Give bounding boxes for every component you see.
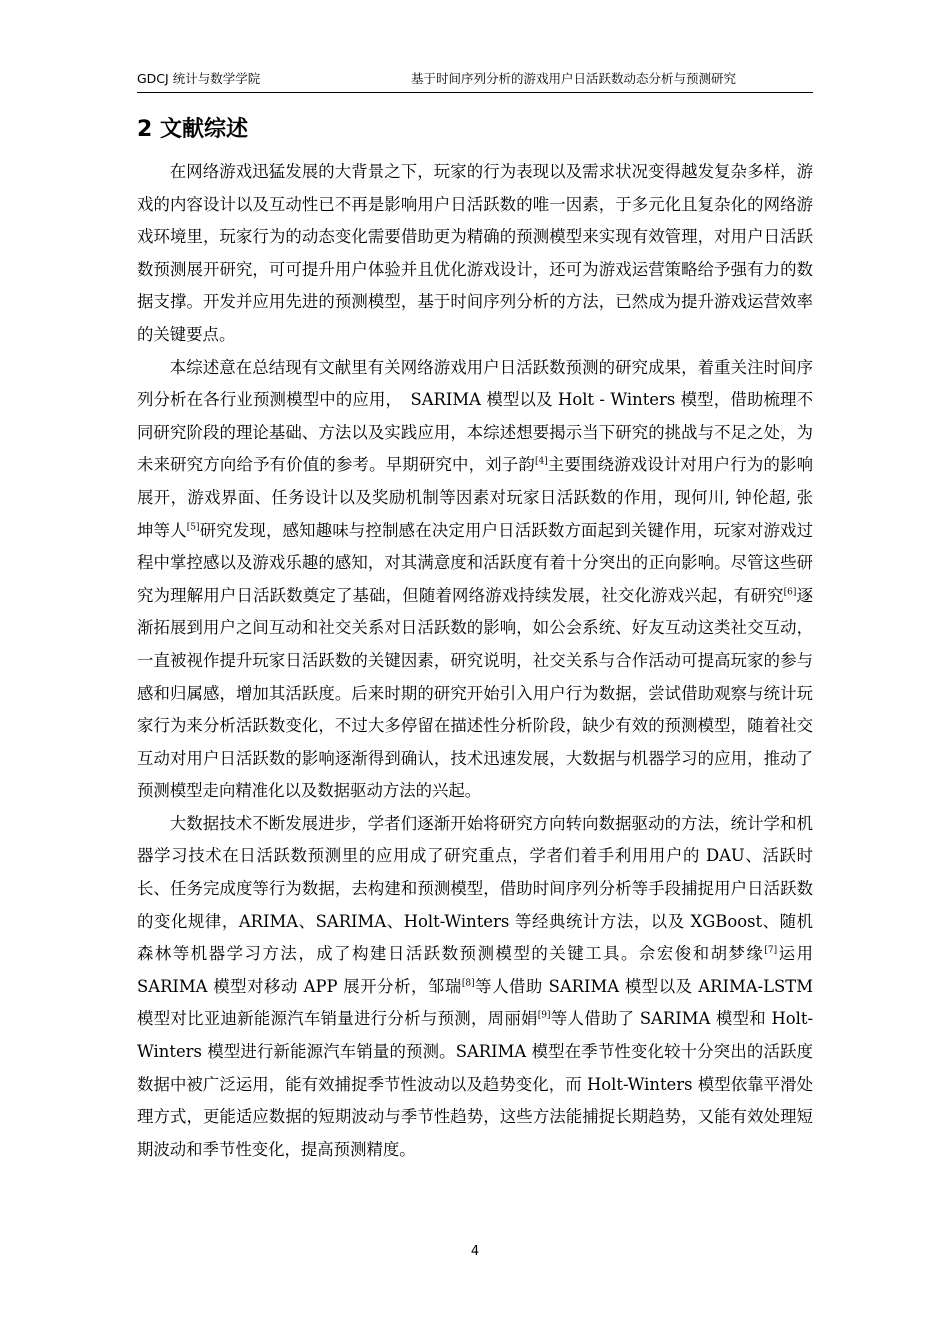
section-heading: 2 文献综述 bbox=[137, 117, 248, 142]
paragraph-2 bbox=[137, 352, 813, 808]
paragraph-1: 在网络游戏迅猛发展的大背景之下，玩家的行为表现以及需求状况变得越发复杂多样，游戏的内容设计以及互动性已不再是影响用户日活跃数的唯一因素，于多元化且复杂化的网络游戏环境里，玩家行为的动态变化需要借助更为精确的预测模型来实现有效管理，对用户日活跃数预测展开研究，可可提升用户体验并且优化游戏设计，还可为游戏运营策略给予强有力的数据支撑。开发并应用先进的预测模型，基于时间序列分析的方法，已然成为提升游戏运营效率的关键要点。 bbox=[137, 162, 813, 344]
paragraph-3-text: 大数据技术不断发展进步，学者们逐渐开始将研究方向转向数据驱动的方法，统计学和机器学习技术在日活跃数预测里的应用成了研究重点，学者们着手利用用户的 DAU、活跃时长、任务完成度等行为数据，去构建和预测模型，借助时间序列分析等手段捕捉用户日活跃数的变化规律，ARIMA、SARIMA、Holt-Winters 等经典统计方法，以及 XGBoost、随机森林等机器学习方法，成了构建日活跃数预测模型的关键工具。佘宏俊和胡梦缘 bbox=[137, 813, 813, 964]
paragraph-3-text: 运用 SARIMA 模型对移动 APP 展开分析，邹瑞 bbox=[137, 944, 814, 996]
header-thesis-title: 基于时间序列分析的游戏用户日活跃数动态分析与预测研究 bbox=[411, 71, 737, 86]
paragraph-2-text: 逐渐拓展到用户之间互动和社交关系对日活跃数的影响，如公会系统、好友互动这类社交互动，一直被视作提升玩家日活跃数的关键因素，研究说明，社交关系与合作活动可提高玩家的参与感和归属感，增加其活跃度。后来时期的研究开始引入用户行为数据，尝试借助观察与统计玩家行为来分析活跃数变化，不过大多停留在描述性分析阶段，缺少有效的预测模型，随着社交互动对用户日活跃数的影响逐渐得到确认，技术迅速发展，大数据与机器学习的应用，推动了预测模型走向精准化以及数据驱动方法的兴起。 bbox=[137, 585, 814, 801]
page-header bbox=[137, 68, 813, 90]
header-school: GDCJ 统计与数学学院 bbox=[137, 71, 261, 86]
paragraph-3-text: 等人借助 SARIMA 模型以及 ARIMA-LSTM 模型对比亚迪新能源汽车销量进行分析与预测，周丽娟 bbox=[137, 976, 813, 1029]
citation-ref: [4] bbox=[534, 456, 548, 467]
citation-ref: [7] bbox=[764, 945, 778, 956]
citation-ref: [9] bbox=[537, 1010, 551, 1021]
paragraph-3-text: 等人借助了 SARIMA 模型和 Holt-Winters 模型进行新能源汽车销量的预测。SARIMA 模型在季节性变化较十分突出的活跃度数据中被广泛运用，能有效捕捉季节性波动以及趋势变化，而 Holt-Winters 模型依靠平滑处理方式，更能适应数据的短期波动与季节性趋势，这些方法能捕捉长期趋势，又能有效处理短期波动和季节性变化，提高预测精度。 bbox=[137, 1009, 813, 1159]
citation-ref: [8] bbox=[461, 978, 475, 989]
header-divider bbox=[137, 92, 813, 93]
citation-ref: [6] bbox=[783, 587, 797, 598]
citation-ref: [5] bbox=[186, 522, 200, 533]
page-number: 4 bbox=[470, 1244, 480, 1259]
body-text bbox=[137, 156, 813, 1166]
paragraph-2-text: 主要围绕游戏设计对用户行为的影响展开，游戏界面、任务设计以及奖励机制等因素对玩家日活跃数的作用，现何川, 钟伦超, 张坤等人 bbox=[137, 455, 814, 540]
paragraph-2-text: 研究发现，感知趣味与控制感在决定用户日活跃数方面起到关键作用，玩家对游戏过程中掌控感以及游戏乐趣的感知，对其满意度和活跃度有着十分突出的正向影响。尽管这些研究为理解用户日活跃数奠定了基础，但随着网络游戏持续发展，社交化游戏兴起，有研究 bbox=[137, 520, 814, 605]
paragraph-2-text: 本综述意在总结现有文献里有关网络游戏用户日活跃数预测的研究成果，着重关注时间序列分析在各行业预测模型中的应用， SARIMA 模型以及 Holt - Winters 模型，借助梳理不同研究阶段的理论基础、方法以及实践应用，本综述想要揭示当下研究的挑战与不足之处，为未来研究方向给予有价值的参考。早期研究中，刘子韵 bbox=[137, 357, 813, 475]
paragraph-3 bbox=[137, 808, 813, 1167]
